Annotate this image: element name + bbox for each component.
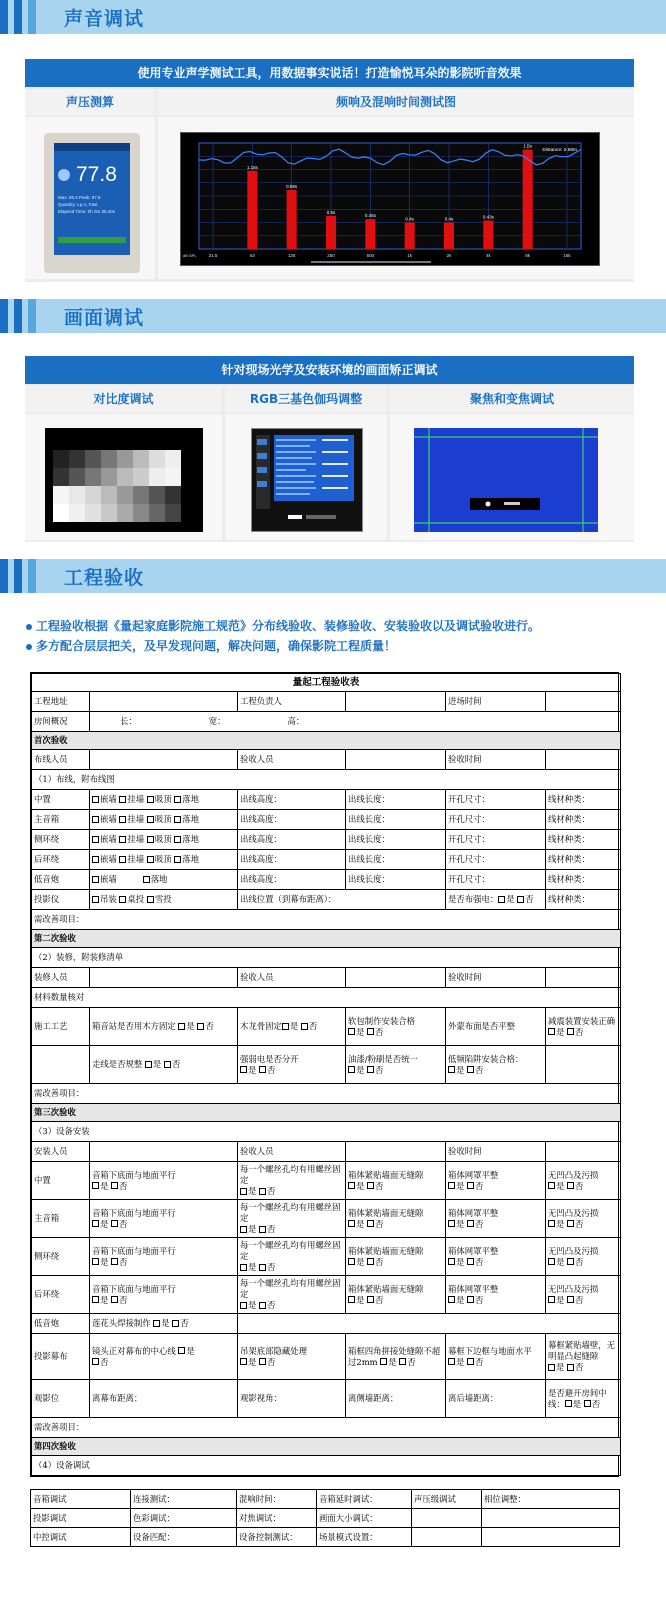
checkbox[interactable] — [92, 1358, 99, 1365]
spl-meter-bar — [58, 237, 126, 243]
checkbox[interactable] — [240, 1066, 247, 1073]
gray-patch — [53, 504, 69, 522]
checkbox[interactable] — [119, 796, 126, 803]
wiring-row: 主音箱 嵌墙 挂墙 吸顶 落地 出线高度： 出线长度： 开孔尺寸： 线材种类： — [32, 810, 621, 830]
gray-patch — [69, 450, 85, 468]
bar-data-label: 1.5s — [523, 143, 532, 149]
checkbox[interactable] — [567, 1220, 574, 1227]
checkbox[interactable] — [92, 876, 99, 883]
label-check-staff: 验收人员 — [238, 1142, 346, 1162]
reverb-bar — [483, 221, 493, 249]
checkbox[interactable] — [367, 1028, 374, 1035]
label-check-time: 验收时间 — [446, 750, 546, 770]
third-check-header: 第三次验收 — [32, 1104, 621, 1122]
reverb-bar — [405, 223, 415, 250]
checkbox[interactable] — [348, 1296, 355, 1303]
checkbox[interactable] — [567, 1296, 574, 1303]
checkbox[interactable] — [348, 1182, 355, 1189]
checkbox[interactable] — [467, 1182, 474, 1189]
gray-patch — [101, 504, 117, 522]
x-tick-label: 250 — [327, 253, 335, 258]
checkbox[interactable] — [348, 1220, 355, 1227]
checkbox[interactable] — [367, 1296, 374, 1303]
gray-patch — [69, 468, 85, 486]
install-row: 主音箱 音箱下底面与地面平行 是 否 每一个螺丝孔均有用螺丝固定 是 否 箱体紧贴墙面无缝隙 是 否 箱体网罩平整 是 否 无凹凸及污损 是 否 — [32, 1200, 621, 1238]
checkbox[interactable] — [147, 796, 154, 803]
x-tick-label: 2k — [446, 253, 452, 258]
field-leader[interactable] — [346, 692, 446, 712]
checkbox[interactable] — [92, 1296, 99, 1303]
spl-line: Elapsed Time: 0h 0m 30.40s — [58, 209, 116, 214]
scrollbar — [311, 261, 431, 263]
bar-data-label: 0.43s — [482, 214, 494, 220]
gray-patch — [117, 468, 133, 486]
field-inst-staff[interactable] — [90, 1142, 238, 1162]
wiring-row: 投影仪 吊装 桌投 雪投 出线位置（到幕布距离）： 是否布强电： 是 否 线材种类： — [32, 890, 621, 910]
x-tick-label: 125 — [287, 253, 296, 258]
x-tick-label: 16k — [563, 253, 571, 258]
checkbox[interactable] — [119, 816, 126, 823]
fix-items: 需改善项目： — [32, 910, 621, 930]
field-site[interactable] — [90, 692, 238, 712]
material-check: 材料数量核对 — [32, 988, 621, 1008]
craft-row: 走线是否规整 是 否 强弱电是否分开 是 否 油漆/粉刷是否统一 是 否 低频陷阱安装合格： 是 否 — [32, 1046, 621, 1084]
sub-row: 低音炮 莲花头焊接制作 是 否 — [32, 1314, 621, 1334]
checkbox[interactable] — [259, 1302, 266, 1309]
first-check-header: 首次验收 — [32, 732, 621, 750]
checkbox[interactable] — [548, 1364, 555, 1371]
gray-patch — [149, 468, 165, 486]
field-check-time[interactable] — [546, 750, 621, 770]
picture-col2-header: RGB三基色伽玛调整 — [225, 386, 387, 412]
checkbox[interactable] — [111, 1258, 118, 1265]
wiring-row: 侧环绕 嵌墙 挂墙 吸顶 落地 出线高度： 出线长度： 开孔尺寸： 线材种类： — [32, 830, 621, 850]
checkbox[interactable] — [367, 1258, 374, 1265]
checkbox[interactable] — [467, 1258, 474, 1265]
frequency-reverb-chart — [180, 132, 600, 266]
label-wiring-staff: 布线人员 — [32, 750, 90, 770]
gray-patch — [165, 450, 181, 468]
checkbox[interactable] — [548, 1258, 555, 1265]
inst-note: （3）设备安装 — [32, 1122, 621, 1142]
label-check-time: 验收时间 — [446, 968, 546, 988]
checkbox[interactable] — [380, 1358, 387, 1365]
contrast-svg — [45, 428, 203, 532]
checkbox[interactable] — [367, 1220, 374, 1227]
gray-patch — [85, 486, 101, 504]
x-tick-label: 500 — [366, 253, 375, 258]
gray-patch — [117, 450, 133, 468]
label-room: 房间概况 — [32, 712, 90, 732]
gray-patch — [133, 486, 149, 504]
field-check-staff[interactable] — [346, 750, 446, 770]
x-tick-label: 4k — [485, 253, 491, 258]
spl-line: Max: 85.4 Peak: 97.8 — [58, 195, 101, 200]
checkbox[interactable] — [399, 1358, 406, 1365]
gray-patch — [53, 486, 69, 504]
gray-patch — [69, 504, 85, 522]
checkbox[interactable] — [240, 1264, 247, 1271]
checkbox[interactable] — [143, 876, 150, 883]
gray-patch — [117, 504, 133, 522]
checkbox[interactable] — [282, 1023, 289, 1030]
picture-col1-header: 对比度调试 — [25, 386, 222, 412]
checkbox[interactable] — [301, 1023, 308, 1030]
checkbox[interactable] — [259, 1226, 266, 1233]
checkbox[interactable] — [240, 1302, 247, 1309]
install-row: 中置 音箱下底面与地面平行 是 否 每一个螺丝孔均有用螺丝固定 是 否 箱体紧贴墙面无缝隙 是 否 箱体网罩平整 是 否 无凹凸及污损 是 否 — [32, 1162, 621, 1200]
checkbox[interactable] — [367, 1182, 374, 1189]
debug-note: （4）设备调试 — [32, 1456, 621, 1476]
checkbox[interactable] — [567, 1258, 574, 1265]
fourth-check-header: 第四次验收 — [32, 1438, 621, 1456]
checkbox[interactable] — [448, 1358, 455, 1365]
checkbox[interactable] — [565, 1400, 572, 1407]
checkbox[interactable] — [240, 1226, 247, 1233]
checkbox[interactable] — [147, 836, 154, 843]
reverb-bar — [287, 190, 297, 249]
install-row: 后环绕 音箱下底面与地面平行 是 否 每一个螺丝孔均有用螺丝固定 是 否 箱体紧贴墙面无缝隙 是 否 箱体网罩平整 是 否 无凹凸及污损 是 否 — [32, 1276, 621, 1314]
gray-patch — [85, 504, 101, 522]
install-row: 侧环绕 音箱下底面与地面平行 是 否 每一个螺丝孔均有用螺丝固定 是 否 箱体紧贴墙面无缝隙 是 否 箱体网罩平整 是 否 无凹凸及污损 是 否 — [32, 1238, 621, 1276]
fix-items: 需改善项目： — [32, 1084, 621, 1104]
field-check-time[interactable] — [546, 968, 621, 988]
checkbox[interactable] — [174, 836, 181, 843]
sound-col1-header: 声压测算 — [25, 89, 155, 115]
checkbox[interactable] — [567, 1182, 574, 1189]
chart-svg — [181, 133, 599, 265]
wiring-row: 后环绕 嵌墙 挂墙 吸顶 落地 出线高度： 出线长度： 开孔尺寸： 线材种类： — [32, 850, 621, 870]
reverb-bar — [444, 223, 454, 250]
label-leader: 工程负责人 — [238, 692, 346, 712]
checkbox[interactable] — [92, 796, 99, 803]
label-inst-staff: 安装人员 — [32, 1142, 90, 1162]
bar-data-label: 0.4s — [405, 216, 414, 222]
checkbox[interactable] — [567, 1028, 574, 1035]
checkbox[interactable] — [259, 1264, 266, 1271]
checkbox[interactable] — [240, 1188, 247, 1195]
label-site: 工程地址 — [32, 692, 90, 712]
gray-patch — [133, 450, 149, 468]
screen-row: 投影幕布 镜头正对幕布的中心线 是 否 吊架底部隐藏处理 是 否 箱框四角拼接处缝隙不超过2mm 是 否 幕框下边框与地面水平 是 否 幕框紧贴墙壁，无明显凸起缝隙 是 否 — [32, 1334, 621, 1380]
checkbox[interactable] — [153, 1320, 160, 1327]
x-tick-label: 63 — [249, 253, 255, 258]
gray-patch — [149, 504, 165, 522]
debug-row: 音箱调试 连接测试： 混响时间： 音箱延时调试： 声压级调试 相位调整： — [31, 1490, 620, 1509]
checkbox[interactable] — [467, 1066, 474, 1073]
checkbox[interactable] — [567, 1364, 574, 1371]
checkbox[interactable] — [92, 816, 99, 823]
gray-patch — [53, 450, 69, 468]
checkbox[interactable] — [111, 1296, 118, 1303]
section-header-picture — [0, 299, 666, 333]
checkbox[interactable] — [467, 1358, 474, 1365]
checkbox[interactable] — [240, 1358, 247, 1365]
wiring-row: 中置 嵌墙 挂墙 吸顶 落地 出线高度： 出线长度： 开孔尺寸： 线材种类： — [32, 790, 621, 810]
checkbox[interactable] — [119, 836, 126, 843]
checkbox[interactable] — [259, 1188, 266, 1195]
gray-patch — [85, 450, 101, 468]
checkbox[interactable] — [178, 1023, 185, 1030]
spl-line: Quantity: Lp A, Fast — [58, 202, 98, 207]
x-tick-label: 31.5 — [208, 253, 218, 258]
focus-svg — [414, 428, 598, 532]
label-entry: 进场时间 — [446, 692, 546, 712]
sound-col2-header: 频响及混响时间测试图 — [158, 89, 634, 115]
checkbox[interactable] — [92, 896, 99, 903]
acceptance-bullet-2: 多方配合层层把关，及早发现问题，解决问题，确保影院工程质量！ — [26, 637, 396, 654]
checkbox[interactable] — [448, 1182, 455, 1189]
debug-row: 投影调试 色彩调试： 对焦调试： 画面大小调试： — [31, 1509, 620, 1528]
gray-patch — [101, 468, 117, 486]
checkbox[interactable] — [467, 1220, 474, 1227]
field-check-time[interactable] — [546, 1142, 621, 1162]
x-tick-label: 8k — [525, 253, 531, 258]
reverb-bar — [523, 150, 533, 249]
checkbox[interactable] — [111, 1220, 118, 1227]
label-check-staff: 验收人员 — [238, 750, 346, 770]
reverb-bar — [326, 216, 336, 249]
checkbox[interactable] — [498, 896, 505, 903]
checkbox[interactable] — [147, 816, 154, 823]
field-entry[interactable] — [546, 692, 621, 712]
field-wiring-staff[interactable] — [90, 750, 238, 770]
axis-label: dB SPL — [183, 253, 197, 258]
gray-patch — [149, 450, 165, 468]
checkbox[interactable] — [147, 856, 154, 863]
field-check-staff[interactable] — [346, 968, 446, 988]
wiring-row: 低音炮 嵌墙 落地 出线高度： 出线长度： 开孔尺寸： 线材种类： — [32, 870, 621, 890]
checkbox[interactable] — [119, 856, 126, 863]
bar-data-label: 0.89s — [286, 184, 298, 190]
section-title: 工程验收 — [64, 567, 145, 589]
debug-row: 中控调试 设备匹配： 设备控制测试： 场景模式设置： — [31, 1528, 620, 1547]
checkbox[interactable] — [164, 1061, 171, 1068]
checkbox[interactable] — [92, 856, 99, 863]
checkbox[interactable] — [448, 1258, 455, 1265]
section-header-acceptance — [0, 559, 666, 593]
second-check-header: 第二次验收 — [32, 930, 621, 948]
gray-patch — [69, 486, 85, 504]
bar-data-label: 0.45s — [364, 213, 376, 219]
deco-note: （2）装修，附装修清单 — [32, 948, 621, 968]
checkbox[interactable] — [119, 896, 126, 903]
contrast-test-image — [45, 428, 203, 532]
checkbox[interactable] — [92, 1258, 99, 1265]
checkbox[interactable] — [448, 1220, 455, 1227]
checkbox[interactable] — [348, 1028, 355, 1035]
seat-row: 观影位 离幕布距离： 观影视角： 离侧墙距离： 离后墙距离： 是否避开房间中线： 是 否 — [32, 1380, 621, 1418]
gray-patch — [165, 486, 181, 504]
checkbox[interactable] — [174, 856, 181, 863]
gray-patch — [133, 468, 149, 486]
fix-items: 需改善项目： — [32, 1418, 621, 1438]
checkbox[interactable] — [548, 1296, 555, 1303]
checkbox[interactable] — [348, 1258, 355, 1265]
checkbox[interactable] — [548, 1182, 555, 1189]
craft-row: 施工工艺 箱音站是否用木方固定 是 否 木龙骨固定 是 否 软包制作安装合格 是 否 外蒙布面是否平整 减震装置安装正确 是 否 — [32, 1008, 621, 1046]
x-tick-label: 1k — [407, 253, 413, 258]
field-deco-staff[interactable] — [90, 968, 238, 988]
acceptance-form — [30, 672, 619, 1477]
gray-patch — [117, 486, 133, 504]
checkbox[interactable] — [584, 1400, 591, 1407]
checkbox[interactable] — [467, 1296, 474, 1303]
bar-data-label: 1.18s — [246, 164, 258, 170]
checkbox[interactable] — [172, 1320, 179, 1327]
spl-meter-photo — [44, 133, 140, 273]
gray-patch — [133, 504, 149, 522]
checkbox[interactable] — [197, 1023, 204, 1030]
form-title: 量起工程验收表 — [32, 674, 621, 692]
gray-patch — [53, 468, 69, 486]
checkbox[interactable] — [367, 1066, 374, 1073]
focus-zoom-image — [414, 428, 598, 532]
gray-patch — [149, 486, 165, 504]
spl-value: 77.8 — [76, 163, 117, 186]
checkbox[interactable] — [348, 1066, 355, 1073]
checkbox[interactable] — [259, 1066, 266, 1073]
checkbox[interactable] — [174, 816, 181, 823]
checkbox[interactable] — [548, 1220, 555, 1227]
gray-patch — [85, 468, 101, 486]
reverb-bar — [365, 219, 375, 249]
checkbox[interactable] — [517, 896, 524, 903]
wiring-note: （1）布线，附布线图 — [32, 770, 621, 790]
gray-patch — [165, 468, 181, 486]
bar-data-label: 0.4s — [444, 216, 454, 222]
checkbox[interactable] — [178, 1347, 185, 1354]
checkbox[interactable] — [111, 1182, 118, 1189]
label-check-staff: 验收人员 — [238, 968, 346, 988]
gray-patch — [101, 486, 117, 504]
reverb-bar — [247, 171, 257, 249]
checkbox[interactable] — [174, 796, 181, 803]
field-check-staff[interactable] — [346, 1142, 446, 1162]
picture-col3-header: 聚焦和变焦调试 — [390, 386, 634, 412]
chart-annotation: Distance: 2.58m — [542, 148, 577, 153]
room-dims: 长： 宽： 高： — [90, 712, 621, 732]
section-header-sound — [0, 0, 666, 34]
gray-patch — [101, 450, 117, 468]
checkbox[interactable] — [92, 836, 99, 843]
checkbox[interactable] — [259, 1358, 266, 1365]
gray-patch — [165, 504, 181, 522]
sound-banner: 使用专业声学测试工具，用数据事实说话！打造愉悦耳朵的影院听音效果 — [25, 59, 634, 87]
checkbox[interactable] — [92, 1182, 99, 1189]
acceptance-bullet-1: 工程验收根据《量起家庭影院施工规范》分布线验收、装修验收、安装验收以及调试验收进行。 — [26, 617, 540, 634]
debug-form — [30, 1489, 619, 1547]
section-title: 声音调试 — [64, 8, 145, 30]
checkbox[interactable] — [147, 896, 154, 903]
checkbox[interactable] — [448, 1296, 455, 1303]
rgb-gamma-image — [251, 428, 363, 532]
section-title: 画面调试 — [64, 307, 145, 329]
label-deco-staff: 装修人员 — [32, 968, 90, 988]
label-check-time: 验收时间 — [446, 1142, 546, 1162]
checkbox[interactable] — [548, 1028, 555, 1035]
rgb-svg — [252, 429, 362, 531]
picture-banner: 针对现场光学及安装环境的画面矫正调试 — [25, 356, 634, 384]
checkbox[interactable] — [92, 1220, 99, 1227]
checkbox[interactable] — [145, 1061, 152, 1068]
checkbox[interactable] — [448, 1066, 455, 1073]
bar-data-label: 0.5s — [326, 209, 336, 215]
